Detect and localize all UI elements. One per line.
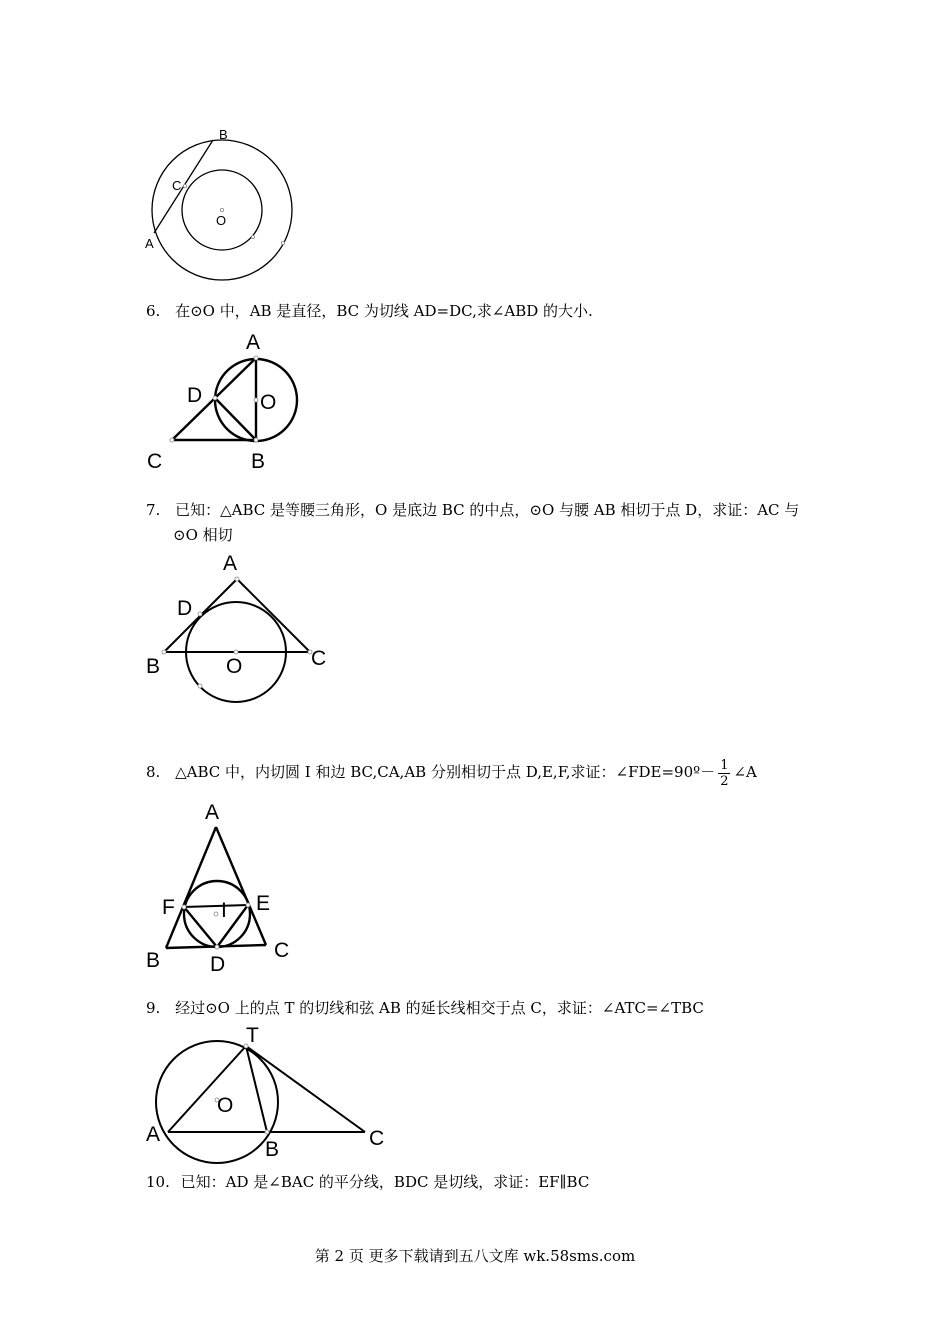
point-label-o: O xyxy=(226,655,243,678)
question-10 xyxy=(146,1170,589,1194)
point-label-o: O xyxy=(216,213,227,228)
point-label-c: C xyxy=(311,647,327,670)
point-label-d: D xyxy=(177,597,193,620)
point-label-b: B xyxy=(265,1138,280,1161)
fraction-one-half xyxy=(718,758,730,789)
question-text-line-1: 已知：△ABC 是等腰三角形，O 是底边 BC 的中点，⊙O 与腰 AB 相切于点 D，求证：AC 与 xyxy=(175,501,800,519)
question-7-continuation: ⊙O 相切 xyxy=(173,526,233,544)
question-text: 经过⊙O 上的点 T 的切线和弦 AB 的延长线相交于点 C，求证：∠ATC=∠TBC xyxy=(175,999,704,1017)
point-label-b: B xyxy=(146,949,161,972)
point-label-b: B xyxy=(251,450,266,473)
point-label-o: O xyxy=(260,391,277,414)
point-label-d: D xyxy=(187,384,203,407)
question-6-figure xyxy=(140,325,320,480)
question-8-figure xyxy=(140,795,310,980)
question-number: 8. xyxy=(146,763,161,781)
point-label-i: I xyxy=(221,899,227,922)
question-number: 10. xyxy=(146,1173,170,1191)
point-label-a: A xyxy=(223,552,238,575)
question-number: 7. xyxy=(146,501,161,519)
point-label-a: A xyxy=(145,236,154,251)
point-label-c: C xyxy=(369,1127,385,1150)
question-6 xyxy=(146,299,593,323)
question-text-end: ∠A xyxy=(733,763,757,781)
point-label-d: D xyxy=(210,953,226,976)
point-label-a: A xyxy=(146,1123,161,1146)
question-text: 在⊙O 中，AB 是直径，BC 为切线 AD=DC,求∠ABD 的大小. xyxy=(175,302,593,320)
point-label-b: B xyxy=(219,127,228,142)
point-label-a: A xyxy=(205,801,220,824)
point-label-c: C xyxy=(274,939,290,962)
point-label-c: C xyxy=(147,450,163,473)
point-label-f: F xyxy=(162,896,175,919)
point-label-t: T xyxy=(246,1024,259,1047)
question-text: 已知：AD 是∠BAC 的平分线，BDC 是切线，求证：EF∥BC xyxy=(180,1173,590,1191)
question-7 xyxy=(146,498,799,522)
concentric-circles-figure xyxy=(140,120,310,290)
point-label-o: O xyxy=(217,1094,234,1117)
question-7-figure xyxy=(140,548,340,708)
question-9-figure xyxy=(140,1020,400,1165)
question-text: △ABC 中，内切圆 I 和边 BC,CA,AB 分别相切于点 D,E,F,求证：∠FDE=90º－ xyxy=(175,763,716,781)
point-label-e: E xyxy=(256,892,271,915)
point-label-c: C xyxy=(172,178,182,193)
question-number: 9. xyxy=(146,999,161,1017)
page-footer: 第 2 页 更多下载请到五八文库 wk.58sms.com xyxy=(314,1247,636,1265)
fraction-numerator: 1 xyxy=(720,757,729,773)
point-label-b: B xyxy=(146,655,161,678)
question-9 xyxy=(146,996,704,1020)
question-8 xyxy=(146,755,757,789)
question-number: 6. xyxy=(146,302,161,320)
point-label-a: A xyxy=(246,331,261,354)
fraction-denominator: 2 xyxy=(720,773,729,789)
